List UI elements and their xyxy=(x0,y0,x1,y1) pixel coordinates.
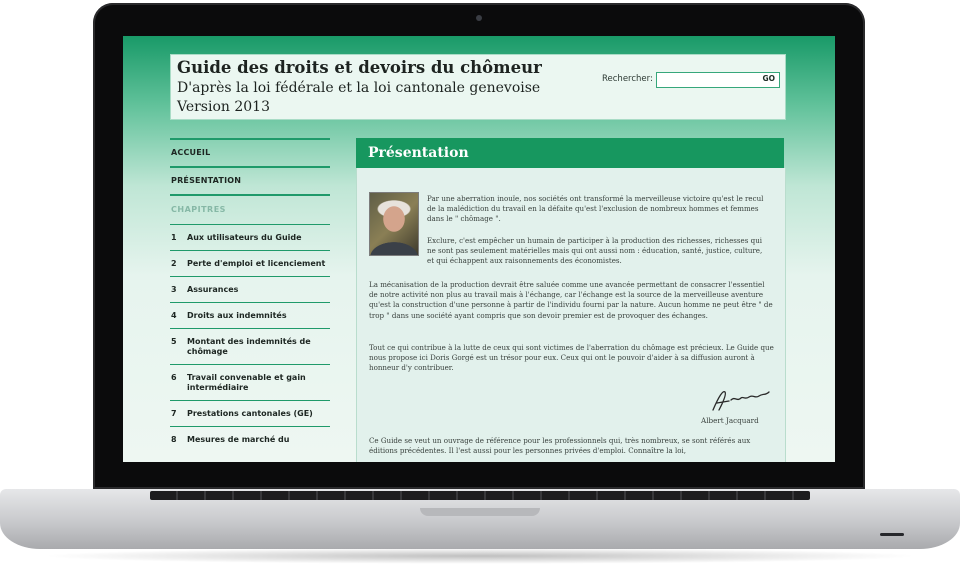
chapter-title: Prestations cantonales (GE) xyxy=(187,409,313,418)
chapter-item[interactable] xyxy=(170,276,330,302)
chapter-title: Assurances xyxy=(187,285,239,294)
chapter-number: 3 xyxy=(171,285,177,294)
signature-image xyxy=(707,386,773,414)
sidebar-item-accueil[interactable]: ACCUEIL xyxy=(170,138,330,166)
site-title[interactable]: Guide des droits et devoirs du chômeur xyxy=(177,58,542,77)
search-input[interactable] xyxy=(658,74,750,85)
browser-viewport xyxy=(123,36,835,462)
chapter-number: 2 xyxy=(171,259,177,268)
content-panel xyxy=(356,168,786,462)
chapter-title: Perte d'emploi et licenciement xyxy=(187,259,326,268)
page-title: Présentation xyxy=(368,145,469,161)
intro-paragraph: Par une aberration inouïe, nos sociétés ont transformé la merveilleuse victoire qu'est le recul de la malédiction du travail en la défaite qu'est l'exclusion de nombreux hommes et femmes dans le " chômage ". xyxy=(427,194,764,224)
chapter-number: 5 xyxy=(171,337,177,346)
webcam xyxy=(476,15,482,21)
chapter-number: 8 xyxy=(171,435,177,444)
chapter-number: 7 xyxy=(171,409,177,418)
chapter-item[interactable] xyxy=(170,302,330,328)
chapter-number: 1 xyxy=(171,233,177,242)
body-paragraph: Tout ce qui contribue à la lutte de ceux qui sont victimes de l'aberration du chômage est précieux. Le Guide que nous propose ici Doris Gorgé est un trésor pour eux. Ceux qui ont le pouvoir d'aider à sa diffusion auront à honneur d'y contribuer. xyxy=(369,343,774,373)
site-subtitle: D'après la loi fédérale et la loi cantonale genevoise xyxy=(177,80,541,96)
author-portrait xyxy=(369,192,419,256)
search-label: Rechercher: xyxy=(602,74,653,84)
chapter-number: 6 xyxy=(171,373,177,382)
lid-notch xyxy=(420,508,540,516)
chapter-item[interactable] xyxy=(170,400,330,426)
search-go-button[interactable]: GO xyxy=(762,74,775,83)
body-paragraph: La mécanisation de la production devrait être saluée comme une avancée permettant de consacrer l'essentiel de notre activité non plus au travail mais à l'échange, car l'échange est la source de la merveilleuse aventure qu'est la construction d'une personne à partir de l'individu fourni par la nature. Aucun homme ne peut être " de trop " dans une société ayant compris que son devoir premier est de provoquer des échanges. xyxy=(369,280,773,320)
keyboard xyxy=(150,491,810,500)
chapters-section-label: CHAPITRES xyxy=(170,194,330,224)
site-header xyxy=(170,54,786,120)
indicator-slot xyxy=(880,533,904,536)
chapter-item[interactable] xyxy=(170,426,330,452)
chapter-title: Montant des indemnités de chômage xyxy=(187,337,311,356)
chapter-title: Droits aux indemnités xyxy=(187,311,287,320)
sidebar-nav xyxy=(170,138,330,462)
body-paragraph: Exclure, c'est empêcher un humain de participer à la production des richesses, richesses qui ne sont pas seulement matérielles mais qui ont aussi nom : éducation, santé, justice, culture, et qui échappent aux raisonnements des économistes. xyxy=(427,236,763,266)
sidebar-item-presentation[interactable]: PRÉSENTATION xyxy=(170,166,330,194)
chapter-number: 4 xyxy=(171,311,177,320)
chapter-item[interactable] xyxy=(170,250,330,276)
search-box xyxy=(656,72,780,88)
author-name: Albert Jacquard xyxy=(701,416,759,425)
body-paragraph: Ce Guide se veut un ouvrage de référence pour les professionnels qui, très nombreux, se sont référés aux éditions précédentes. Il l'est aussi pour les personnes privées d'emploi. Connaître la loi, xyxy=(369,436,751,456)
chapter-item[interactable] xyxy=(170,328,330,364)
laptop-shadow xyxy=(40,548,920,564)
site-version: Version 2013 xyxy=(177,99,270,115)
chapter-item[interactable] xyxy=(170,224,330,250)
chapter-title: Travail convenable et gain intermédiaire xyxy=(187,373,306,392)
content-header xyxy=(356,138,784,168)
chapter-title: Aux utilisateurs du Guide xyxy=(187,233,302,242)
chapter-title: Mesures de marché du xyxy=(187,435,290,444)
chapter-item[interactable] xyxy=(170,364,330,400)
